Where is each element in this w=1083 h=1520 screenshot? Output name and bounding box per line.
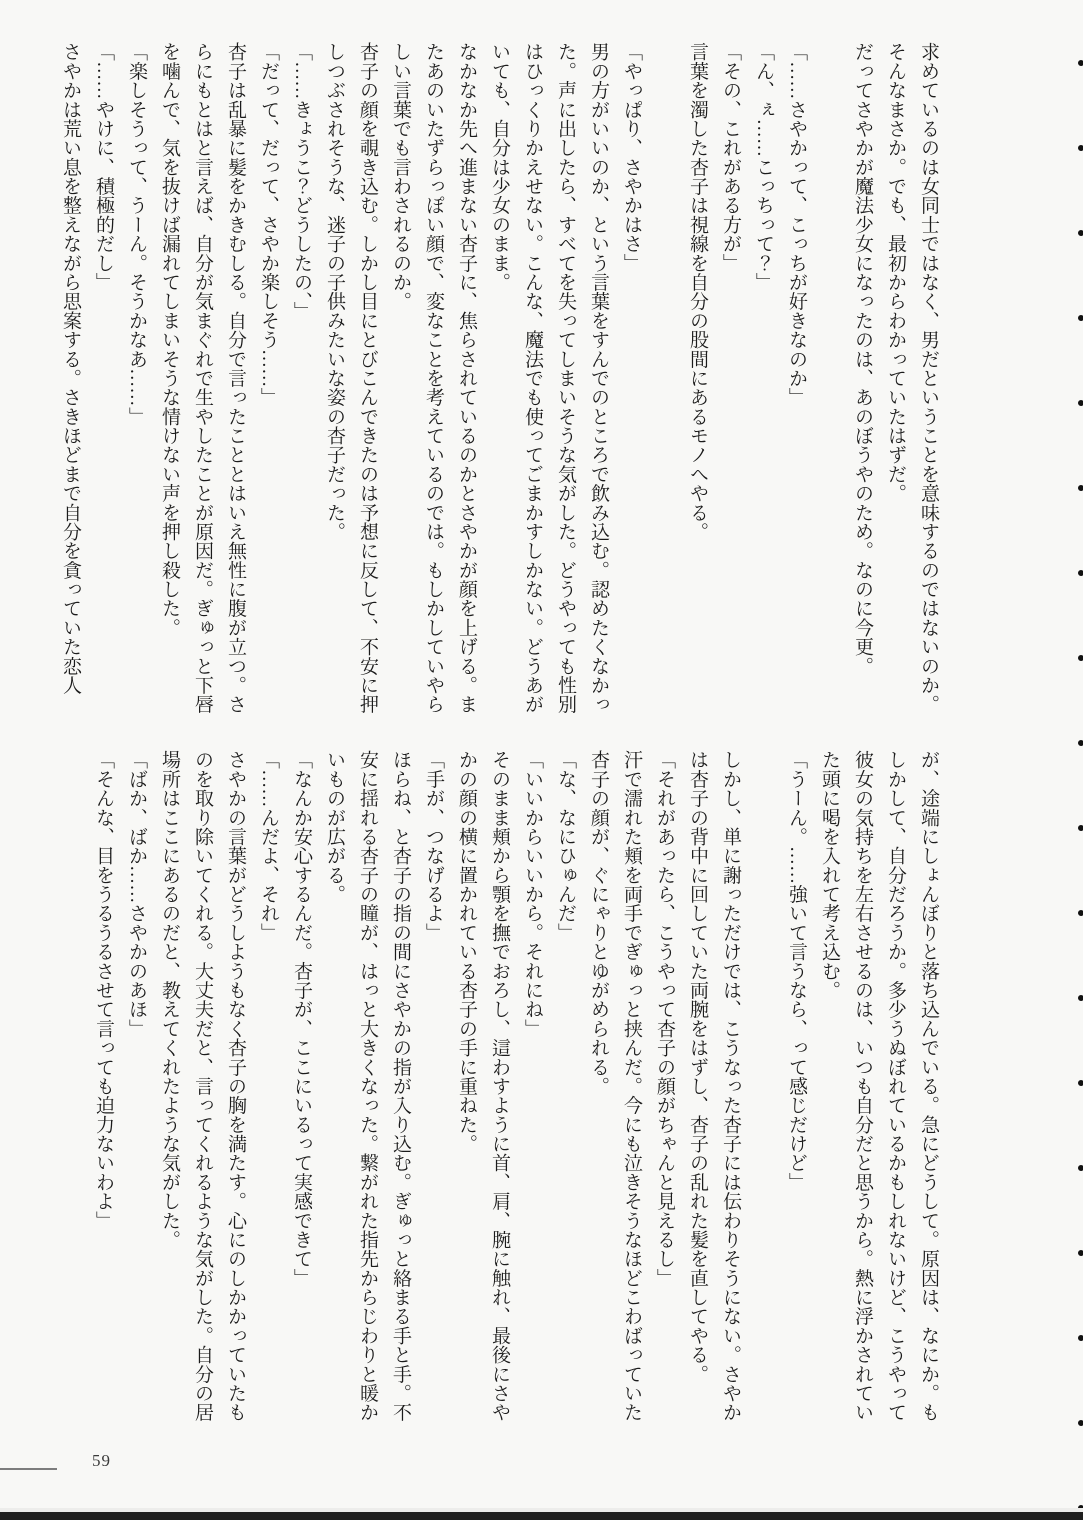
edge-dot: [1078, 230, 1083, 236]
edge-dot: [1078, 1165, 1083, 1171]
paragraph: 「うーん。……強いて言うなら、って感じだけど」: [786, 750, 807, 1192]
scan-edge-marks: [1073, 0, 1083, 1520]
edge-dot: [1078, 1420, 1083, 1426]
paragraph: 「……さやかって、こっちが好きなのか」: [786, 42, 807, 407]
text-block-bottom: [45, 750, 945, 1438]
paragraph: 「やっぱり、さやかはさ」: [621, 42, 642, 273]
paragraph: 男の方がいいのか、という言葉をすんでのところで飲み込む。認めたくなかった。声に出したら、すべてを失ってしまいそうな気がした。どうやっても性別はひっくりかえせない。こんな、魔法でも使ってごまかすしかない。どうあがいても、自分は少女のまま。: [489, 42, 609, 714]
edge-dot: [1078, 485, 1083, 491]
edge-dot: [1078, 1250, 1083, 1256]
paragraph: なかなか先へ進まない杏子に、焦らされているのかとさやかが顔を上げる。またあのいたずらっぽい顔で、変なことを考えているのでは。もしかしていやらしい言葉でも言わされるのか。: [390, 42, 477, 714]
paragraph: が、途端にしょんぼりと落ち込んでいる。急にどうして。原因は、なにか。もしかして、自分だろうか。多少うぬぼれているかもしれないけど、こうやって彼女の気持ちを左右させるのは、いつも自分だと思うから。熱に浮かされていた頭に喝を入れて考え込む。: [819, 750, 939, 1422]
paragraph: 「それがあったら、こうやって杏子の顔がちゃんと見えるし」: [654, 750, 675, 1288]
edge-dot: [1078, 655, 1083, 661]
edge-dot: [1078, 145, 1083, 151]
paragraph: 求めているのは女同士ではなく、男だということを意味するのではないのか。: [918, 42, 939, 714]
paragraph: 「ん、ぇ……こっちって？」: [753, 42, 774, 292]
edge-dot: [1078, 60, 1083, 66]
scan-edge-strip: [0, 1512, 1083, 1520]
paragraph: しかし、単に謝っただけでは、こうなった杏子には伝わりそうにない。さやかは杏子の背中に回していた両腕をはずし、杏子の乱れた髪を直してやる。: [687, 750, 741, 1422]
edge-dot: [1078, 825, 1083, 831]
paragraph: そのまま頬から顎を撫でおろし、這わすように首、肩、腕に触れ、最後にさやかの顔の横に置かれている杏子の手に重ねた。: [456, 750, 510, 1422]
paragraph: 言葉を濁した杏子は視線を自分の股間にあるモノへやる。: [687, 42, 708, 541]
paragraph: 「だって、だって、さやか楽しそう……」: [258, 42, 279, 407]
edge-dot: [1078, 570, 1083, 576]
edge-dot: [1078, 400, 1083, 406]
footer-rule: [0, 1468, 57, 1470]
paragraph: 杏子は乱暴に髪をかきむしる。自分で言ったこととはいえ無性に腹が立つ。さらにもとはと言えば、自分が気まぐれで生やしたことが原因だ。ぎゅっと下唇を噛んで、気を抜けば漏れてしまいそうな情けない声を押し殺した。: [159, 42, 246, 714]
paragraph: 汗で濡れた頬を両手でぎゅっと挟んだ。今にも泣きそうなほどこわばっていた杏子の顔が、ぐにゃりとゆがめられる。: [588, 750, 642, 1422]
edge-dot: [1078, 315, 1083, 321]
paragraph: ほらね、と杏子の指の間にさやかの指が入り込む。ぎゅっと絡まる手と手。不安に揺れる杏子の瞳が、はっと大きくなった。繋がれた指先からじわりと暖かいものが広がる。: [324, 750, 411, 1422]
page-number: 59: [92, 1451, 111, 1470]
paragraph: 「いいからいいから。それにね」: [522, 750, 543, 1038]
edge-dot: [1078, 1335, 1083, 1341]
paragraph: さやかの言葉がどうしようもなく杏子の胸を満たす。心にのしかかっていたものを取り除いてくれる。大丈夫だと、言ってくれるような気がした。自分の居場所はここにあるのだと、教えてくれたような気がした。: [159, 750, 246, 1422]
paragraph: 「そんな、目をうるうるさせて言っても迫力ないわよ」: [93, 750, 114, 1230]
text-block-top: [45, 42, 945, 726]
paragraph: 「……やけに、積極的だし」: [93, 42, 114, 292]
paragraph: 「楽しそうって、うーん。そうかなあ……」: [126, 42, 147, 426]
paragraph: 「……きょうこ？どうしたの、」: [291, 42, 312, 321]
edge-dot: [1078, 910, 1083, 916]
paragraph: 「……んだよ、それ」: [258, 750, 279, 942]
edge-dot: [1078, 740, 1083, 746]
paragraph: だってさやかが魔法少女になったのは、あのぼうやのため。なのに今更。: [852, 42, 873, 676]
edge-dot: [1078, 995, 1083, 1001]
edge-dot: [1078, 1080, 1083, 1086]
paragraph: 「なんか安心するんだ。杏子が、ここにいるって実感できて」: [291, 750, 312, 1288]
paragraph: 「その、これがある方が」: [720, 42, 741, 273]
paragraph: 「ばか、ばか……さやかのあほ」: [126, 750, 147, 1038]
paragraph: 杏子の顔を覗き込む。しかし目にとびこんできたのは予想に反して、不安に押しつぶされそうな、迷子の子供みたいな姿の杏子だった。: [324, 42, 378, 714]
paragraph: さやかは荒い息を整えながら思案する。さきほどまで自分を貪っていた恋人: [60, 42, 81, 695]
paragraph: 「手が、つなげるよ」: [423, 750, 444, 942]
paragraph: そんなまさか。でも、最初からわかっていたはずだ。: [885, 42, 906, 503]
paragraph: 「な、なにひゅんだ」: [555, 750, 576, 942]
